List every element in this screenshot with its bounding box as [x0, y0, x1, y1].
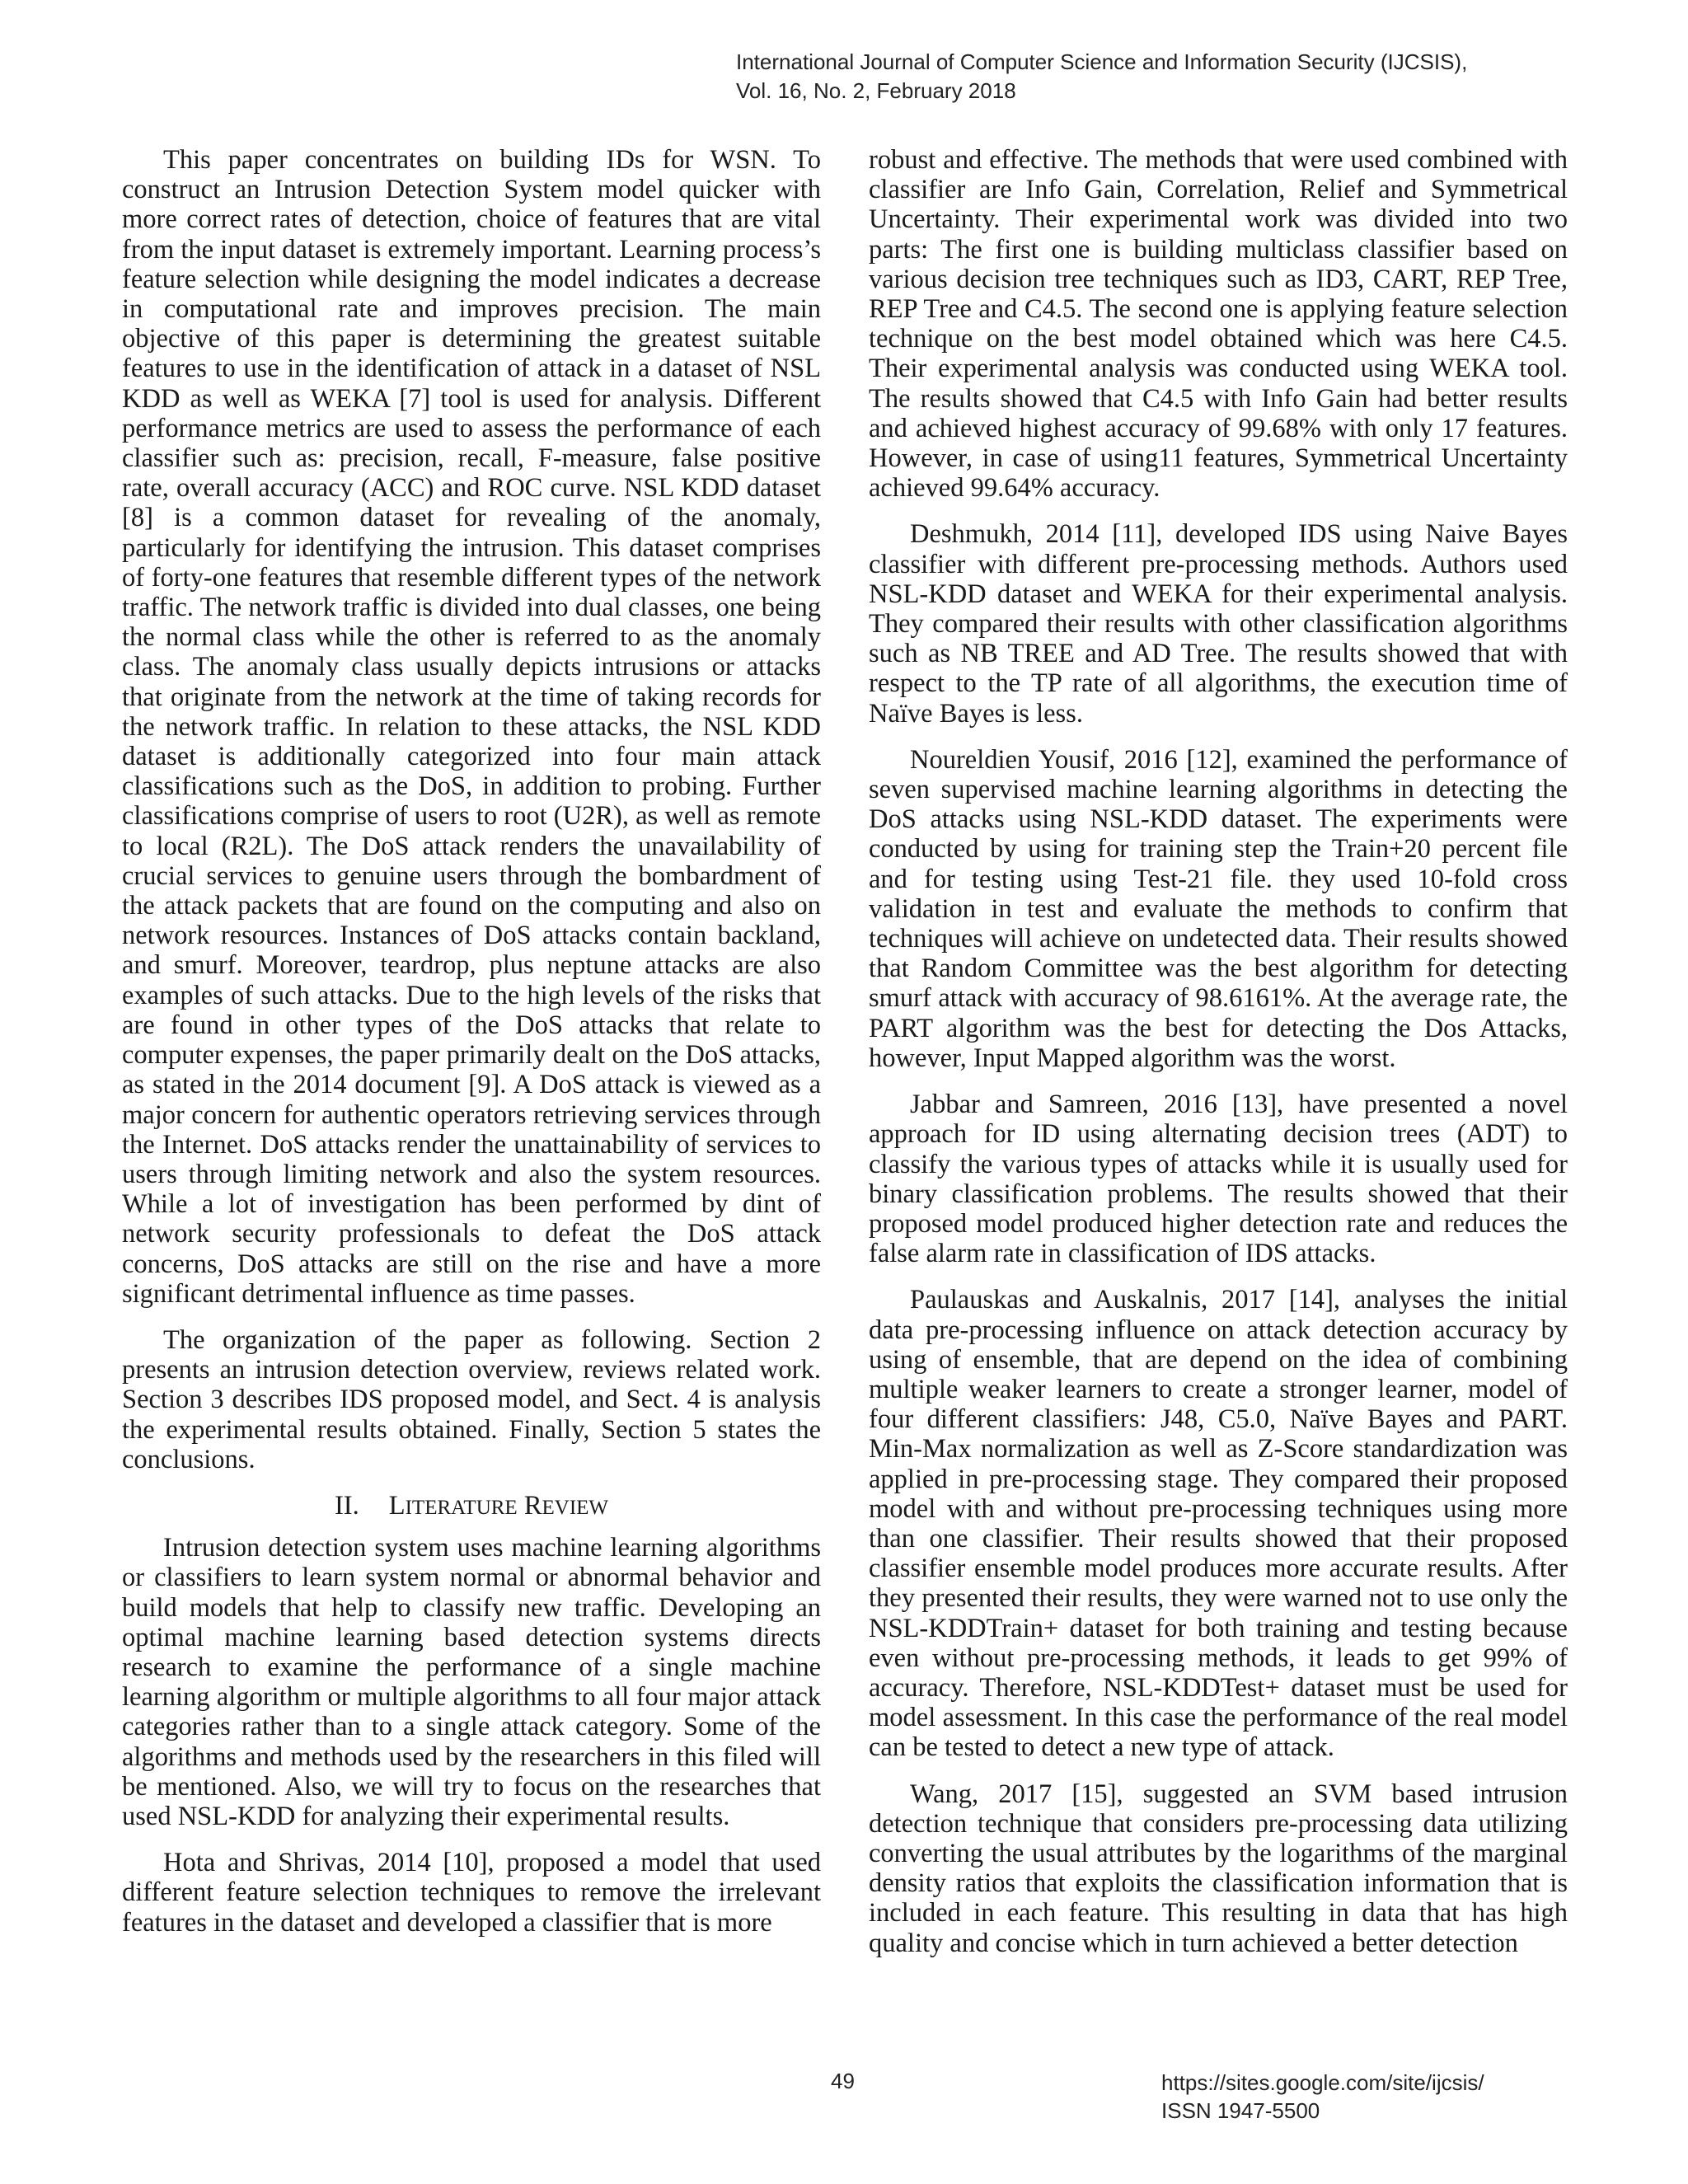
- section-heading-literature-review: [122, 1491, 821, 1523]
- footer-info: [1161, 2069, 1484, 2125]
- section-title-rest-1: ITERATURE: [405, 1496, 518, 1519]
- journal-header: [736, 48, 1467, 105]
- issn: ISSN 1947-5500: [1161, 2098, 1320, 2123]
- section-title-initial-2: R: [523, 1490, 542, 1521]
- paragraph-organization: The organization of the paper as following. Section 2 presents an intrusion detection overview, reviews related work. Section 3 describes IDS proposed model, and Sect. 4 is analysis the experimental results obtained. Finally, Section 5 states the conclusions.: [122, 1324, 821, 1474]
- paragraph-hota-continued: robust and effective. The methods that were used combined with classifier are Info Gain, Correlation, Relief and Symmetrical Uncertainty. Their experimental work was divided into two parts: The first one is building multiclass classifier based on various decision tree techniques such as ID3, CART, REP Tree, REP Tree and C4.5. The second one is applying feature selection technique on the best model obtained which was here C4.5. Their experimental analysis was conducted using WEKA tool. The results showed that C4.5 with Info Gain had better results and achieved highest accuracy of 99.68% with only 17 features. However, in case of using11 features, Symmetrical Uncertainty achieved 99.64% accuracy.: [869, 145, 1568, 504]
- paragraph-jabbar-samreen: Jabbar and Samreen, 2016 [13], have presented a novel approach for ID using alternating decision trees (ADT) to classify the various types of attacks while it is usually used for binary classification problems. The results showed that their proposed model produced higher detection rate and reduces the false alarm rate in classification of IDS attacks.: [869, 1090, 1568, 1269]
- section-title-initial-1: L: [388, 1490, 406, 1521]
- section-number: II.: [334, 1490, 359, 1521]
- paragraph-noureldien-yousif: Noureldien Yousif, 2016 [12], examined the performance of seven supervised machine learning algorithms in detecting the DoS attacks using NSL-KDD dataset. The experiments were conducted by using for training step the Train+20 percent file and for testing using Test-21 file. they used 10-fold cross validation in test and evaluate the methods to confirm that techniques will achieve on undetected data. Their results showed that Random Committee was the best algorithm for detecting smurf attack with accuracy of 98.6161%. At the average rate, the PART algorithm was the best for detecting the Dos Attacks, however, Input Mapped algorithm was the worst.: [869, 744, 1568, 1073]
- journal-volume-line: Vol. 16, No. 2, February 2018: [736, 78, 1016, 103]
- paragraph-intro-focus: This paper concentrates on building IDs for WSN. To construct an Intrusion Detection System model quicker with more correct rates of detection, choice of features that are vital from the input dataset is extremely important. Learning process’s feature selection while designing the model indicates a decrease in computational rate and improves precision. The main objective of this paper is determining the greatest suitable features to use in the identification of attack in a dataset of NSL KDD as well as WEKA [7] tool is used for analysis. Different performance metrics are used to assess the performance of each classifier such as: precision, recall, F-measure, false positive rate, overall accuracy (ACC) and ROC curve. NSL KDD dataset [8] is a common dataset for revealing of the anomaly, particularly for identifying the intrusion. This dataset comprises of forty-one features that resemble different types of the network traffic. The network traffic is divided into dual classes, one being the normal class while the other is referred to as the anomaly class. The anomaly class usually depicts intrusions or attacks that originate from the network at the time of taking records for the network traffic. In relation to these attacks, the NSL KDD dataset is additionally categorized into four main attack classifications such as the DoS, in addition to probing. Further classifications comprise of users to root (U2R), as well as remote to local (R2L). The DoS attack renders the unavailability of crucial services to genuine users through the bombardment of the attack packets that are found on the computing and also on network resources. Instances of DoS attacks contain backland, and smurf. Moreover, teardrop, plus neptune attacks are also examples of such attacks. Due to the high levels of the risks that are found in other types of the DoS attacks that relate to computer expenses, the paper primarily dealt on the DoS attacks, as stated in the 2014 document [9]. A DoS attack is viewed as a major concern for authentic operators retrieving services through the Internet. DoS attacks render the unattainability of services to users through limiting network and also the system resources. While a lot of investigation has been performed by dint of network security professionals to defeat the DoS attack concerns, DoS attacks are still on the rise and have a more significant detrimental influence as time passes.: [122, 145, 821, 1309]
- paragraph-deshmukh: Deshmukh, 2014 [11], developed IDS using Naive Bayes classifier with different pre-processing methods. Authors used NSL-KDD dataset and WEKA for their experimental analysis. They compared their results with other classification algorithms such as NB TREE and AD Tree. The results showed that with respect to the TP rate of all algorithms, the execution time of Naïve Bayes is less.: [869, 519, 1568, 729]
- journal-title-line: International Journal of Computer Science and Information Security (IJCSIS),: [736, 49, 1468, 74]
- left-column: [122, 145, 821, 1954]
- section-title-rest-2: EVIEW: [542, 1496, 609, 1519]
- paragraph-paulauskas-auskalnis: Paulauskas and Auskalnis, 2017 [14], analyses the initial data pre-processing influence on attack detection accuracy by using of ensemble, that are depend on the idea of combining multiple weaker learners to create a stronger learner, model of four different classifiers: J48, C5.0, Naïve Bayes and PART. Min-Max normalization as well as Z-Score standardization was applied in pre-processing stage. They compared their proposed model with and without pre-processing techniques using more than one classifier. Their results showed that their proposed classifier ensemble model produces more accurate results. After they presented their results, they were warned not to use only the NSL-KDDTrain+ dataset for both training and testing because even without pre-processing methods, it leads to get 99% of accuracy. Therefore, NSL-KDDTest+ dataset must be used for model assessment. In this case the performance of the real model can be tested to detect a new type of attack.: [869, 1285, 1568, 1763]
- paragraph-wang: Wang, 2017 [15], suggested an SVM based intrusion detection technique that considers pre-processing data utilizing converting the usual attributes by the logarithms of the marginal density ratios that exploits the classification information that is included in each feature. This resulting in data that has high quality and concise which in turn achieved a better detection: [869, 1779, 1568, 1958]
- paragraph-ids-ml: Intrusion detection system uses machine learning algorithms or classifiers to learn system normal or abnormal behavior and build models that help to classify new traffic. Developing an optimal machine learning based detection systems directs research to examine the performance of a single machine learning algorithm or multiple algorithms to all four major attack categories rather than to a single attack category. Some of the algorithms and methods used by the researchers in this filed will be mentioned. Also, we will try to focus on the researches that used NSL-KDD for analyzing their experimental results.: [122, 1533, 821, 1831]
- right-column: [869, 145, 1568, 1975]
- paragraph-hota-shrivas: Hota and Shrivas, 2014 [10], proposed a model that used different feature selection techniques to remove the irrelevant features in the dataset and developed a classifier that is more: [122, 1848, 821, 1938]
- page-number: 49: [831, 2069, 855, 2093]
- journal-url[interactable]: https://sites.google.com/site/ijcsis/: [1161, 2070, 1484, 2095]
